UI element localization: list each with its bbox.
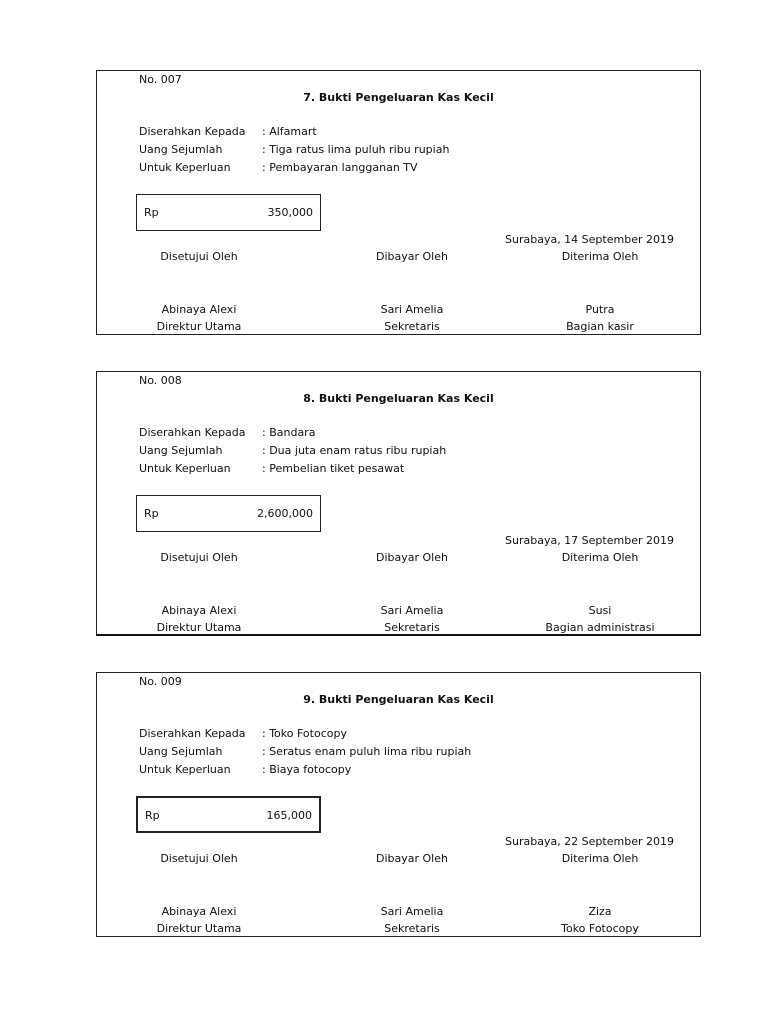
- value-purpose: : Pembayaran langganan TV: [262, 161, 418, 174]
- label-amount-words: Uang Sejumlah: [139, 444, 223, 457]
- label-amount-words: Uang Sejumlah: [139, 143, 223, 156]
- amount-box: [136, 194, 321, 231]
- voucher-008: [96, 371, 701, 636]
- approved-by-name: Abinaya Alexi: [161, 905, 237, 918]
- approved-by-role: Direktur Utama: [156, 922, 242, 935]
- received-by-name: Susi: [588, 604, 612, 617]
- amount-value: 350,000: [267, 206, 313, 219]
- amount-box: [136, 495, 321, 532]
- received-by-label: Diterima Oleh: [561, 250, 639, 263]
- voucher-title: 9. Bukti Pengeluaran Kas Kecil: [303, 693, 494, 706]
- place-date: Surabaya, 17 September 2019: [505, 534, 674, 547]
- paid-by-role: Sekretaris: [384, 621, 440, 634]
- currency-label: Rp: [145, 809, 160, 822]
- paid-by-label: Dibayar Oleh: [376, 852, 448, 865]
- paid-by-label: Dibayar Oleh: [376, 250, 448, 263]
- approved-by-name: Abinaya Alexi: [161, 604, 237, 617]
- place-date: Surabaya, 14 September 2019: [505, 233, 674, 246]
- voucher-number: No. 008: [139, 374, 182, 387]
- received-by-role: Bagian kasir: [566, 320, 634, 333]
- voucher-title: 7. Bukti Pengeluaran Kas Kecil: [303, 91, 494, 104]
- voucher-007: [96, 70, 701, 335]
- value-amount-words: : Seratus enam puluh lima ribu rupiah: [262, 745, 472, 758]
- currency-label: Rp: [144, 206, 159, 219]
- amount-box: [136, 796, 321, 833]
- value-purpose: : Pembelian tiket pesawat: [262, 462, 405, 475]
- paid-by-name: Sari Amelia: [380, 303, 444, 316]
- value-recipient: : Toko Fotocopy: [262, 727, 347, 740]
- voucher-title: 8. Bukti Pengeluaran Kas Kecil: [303, 392, 494, 405]
- approved-by-label: Disetujui Oleh: [160, 250, 238, 263]
- paid-by-label: Dibayar Oleh: [376, 551, 448, 564]
- paid-by-role: Sekretaris: [384, 922, 440, 935]
- received-by-label: Diterima Oleh: [561, 852, 639, 865]
- paid-by-role: Sekretaris: [384, 320, 440, 333]
- voucher-number: No. 009: [139, 675, 182, 688]
- value-recipient: : Bandara: [262, 426, 316, 439]
- label-recipient: Diserahkan Kepada: [139, 125, 246, 138]
- value-amount-words: : Tiga ratus lima puluh ribu rupiah: [262, 143, 450, 156]
- label-purpose: Untuk Keperluan: [139, 161, 231, 174]
- label-purpose: Untuk Keperluan: [139, 462, 231, 475]
- label-amount-words: Uang Sejumlah: [139, 745, 223, 758]
- received-by-name: Putra: [585, 303, 615, 316]
- label-recipient: Diserahkan Kepada: [139, 727, 246, 740]
- amount-value: 165,000: [266, 809, 312, 822]
- value-recipient: : Alfamart: [262, 125, 317, 138]
- approved-by-name: Abinaya Alexi: [161, 303, 237, 316]
- amount-value: 2,600,000: [257, 507, 313, 520]
- voucher-009: [96, 672, 701, 937]
- value-purpose: : Biaya fotocopy: [262, 763, 352, 776]
- received-by-name: Ziza: [588, 905, 612, 918]
- voucher-number: No. 007: [139, 73, 182, 86]
- paid-by-name: Sari Amelia: [380, 905, 444, 918]
- label-purpose: Untuk Keperluan: [139, 763, 231, 776]
- received-by-role: Bagian administrasi: [545, 621, 655, 634]
- paid-by-name: Sari Amelia: [380, 604, 444, 617]
- label-recipient: Diserahkan Kepada: [139, 426, 246, 439]
- received-by-role: Toko Fotocopy: [561, 922, 639, 935]
- received-by-label: Diterima Oleh: [561, 551, 639, 564]
- place-date: Surabaya, 22 September 2019: [505, 835, 674, 848]
- approved-by-label: Disetujui Oleh: [160, 551, 238, 564]
- approved-by-role: Direktur Utama: [156, 320, 242, 333]
- value-amount-words: : Dua juta enam ratus ribu rupiah: [262, 444, 447, 457]
- approved-by-label: Disetujui Oleh: [160, 852, 238, 865]
- approved-by-role: Direktur Utama: [156, 621, 242, 634]
- currency-label: Rp: [144, 507, 159, 520]
